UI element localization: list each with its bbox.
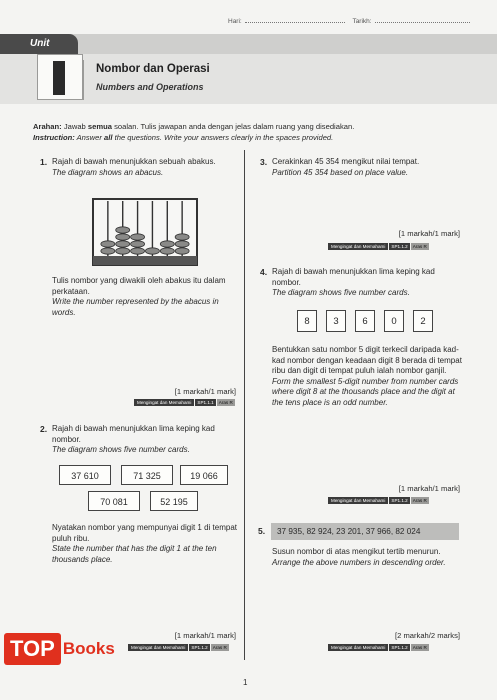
instr-ms-bold: semua: [87, 122, 112, 131]
question-1: [40, 157, 237, 178]
question-2-task: [52, 523, 237, 565]
tag-level: Aras R: [412, 498, 427, 503]
question-number: 1.: [40, 157, 48, 167]
tag-level: Aras R: [218, 400, 233, 405]
question-text-ms: Susun nombor di atas mengikut tertib menurun.: [272, 547, 441, 556]
question-5-task: [272, 547, 462, 568]
abacus-bead: [116, 234, 130, 240]
column-divider: [244, 150, 245, 660]
abacus-bead: [101, 241, 115, 247]
question-number: 2.: [40, 424, 48, 434]
question-number: 5.: [258, 526, 266, 536]
question-number: 3.: [260, 157, 268, 167]
tag-skill: Mengingat dan Memahami: [134, 399, 194, 406]
page-number: 1: [243, 678, 248, 687]
number-card: 37 610: [59, 465, 111, 485]
marks-q2: [1 markah/1 mark]: [174, 631, 236, 640]
hari-label: Hari:: [228, 18, 242, 25]
abacus-bead: [175, 234, 189, 240]
date-line: [228, 18, 476, 25]
question-1-task: [52, 276, 237, 318]
instr-ms-post: soalan. Tulis jawapan anda dengan jelas dalam ruang yang disediakan.: [114, 122, 355, 131]
tag-level: Aras R: [412, 244, 427, 249]
tag-skill: Mengingat dan Memahami: [128, 644, 188, 651]
hari-field[interactable]: [245, 22, 345, 23]
abacus-bead: [175, 248, 189, 254]
unit-title-en: Numbers and Operations: [96, 82, 204, 92]
unit-tab: Unit: [0, 34, 78, 54]
abacus-bead: [160, 248, 174, 254]
tag-skill: Mengingat dan Memahami: [328, 497, 388, 504]
tag-level: Aras R: [212, 645, 227, 650]
abacus-frame: [93, 199, 197, 265]
digit-card: 0: [384, 310, 404, 332]
instr-en-bold: all: [104, 132, 113, 142]
skill-tag-q4: [328, 497, 429, 504]
question-text-en: Partition 45 354 based on place value.: [272, 167, 409, 177]
tag-level: Aras R: [412, 645, 427, 650]
question-text-en: The diagram shows an abacus.: [52, 167, 164, 177]
tag-standard: SP1.1.1: [197, 400, 214, 405]
unit-number-glyph: [53, 61, 65, 95]
digit-card: 6: [355, 310, 375, 332]
digit-card: 2: [413, 310, 433, 332]
abacus-bead: [131, 241, 145, 247]
question-text-ms: Nyatakan nombor yang mempunyai digit 1 di tempat puluh ribu.: [52, 523, 237, 543]
abacus-bead: [131, 234, 145, 240]
tag-standard: SP1.1.2: [391, 498, 408, 503]
question-text-ms: Tulis nombor yang diwakili oleh abakus itu dalam perkataan.: [52, 276, 226, 296]
question-text-en: State the number that has the digit 1 at the ten thousands place.: [52, 544, 217, 564]
question-text-en: Form the smallest 5-digit number from number cards where digit 8 at the thousands place and the digit at the tens place is an odd number.: [272, 376, 459, 407]
digit-card: 8: [297, 310, 317, 332]
skill-tag-q2: [128, 644, 229, 651]
unit-title-ms: Nombor dan Operasi: [96, 63, 210, 75]
skill-tag-q3: [328, 243, 429, 250]
number-card: 19 066: [180, 465, 228, 485]
question-text-ms: Rajah di bawah menunjukkan sebuah abakus.: [52, 157, 216, 166]
tarikh-label: Tarikh:: [352, 18, 372, 25]
marks-q1: [1 markah/1 mark]: [174, 387, 236, 396]
question-number: 4.: [260, 267, 268, 277]
tag-standard: SP1.1.2: [391, 244, 408, 249]
instr-en-label: Instruction:: [33, 132, 75, 142]
question-2: [40, 424, 237, 456]
instr-ms-label: Arahan:: [33, 122, 62, 131]
abacus-bead: [116, 241, 130, 247]
number-card: 52 195: [150, 491, 198, 511]
abacus-bead: [116, 248, 130, 254]
digit-card: 3: [326, 310, 346, 332]
instr-ms-pre: Jawab: [63, 122, 86, 131]
number-card: 71 325: [121, 465, 173, 485]
abacus-bead: [175, 241, 189, 247]
instr-en-post: the questions. Write your answers clearly in the spaces provided.: [114, 132, 334, 142]
marks-q4: [1 markah/1 mark]: [398, 484, 460, 493]
tag-skill: Mengingat dan Memahami: [328, 644, 388, 651]
instructions: [33, 122, 473, 143]
abacus-bead: [160, 241, 174, 247]
tag-standard: SP1.1.2: [191, 645, 208, 650]
skill-tag-q5: [328, 644, 429, 651]
abacus-bead: [131, 248, 145, 254]
question-text-en: The diagram shows five number cards.: [52, 445, 190, 454]
marks-q5: [2 markah/2 marks]: [395, 631, 460, 640]
abacus-base: [93, 256, 197, 265]
question-text-en: The diagram shows five number cards.: [272, 288, 410, 297]
marks-q3: [1 markah/1 mark]: [398, 229, 460, 238]
number-card: 70 081: [88, 491, 140, 511]
abacus-diagram: [92, 198, 198, 266]
tag-standard: SP1.1.2: [391, 645, 408, 650]
question-text-en: Arrange the above numbers in descending order.: [272, 557, 446, 567]
question-4-task: [272, 345, 462, 408]
question-text-ms: Bentukkan satu nombor 5 digit terkecil daripada kad-kad nombor dengan keadaan digit 8 berada di tempat ribu dan digit di tempat puluh ialah nombor ganjil.: [272, 345, 462, 375]
question-text-ms: Cerakinkan 45 354 mengikut nilai tempat.: [272, 157, 420, 166]
abacus-bead: [101, 248, 115, 254]
unit-number-box: [37, 54, 83, 100]
tarikh-field[interactable]: [375, 22, 470, 23]
abacus-bead: [116, 227, 130, 233]
question-3: [260, 157, 462, 178]
question-text-ms: Rajah di bawah menunjukkan lima keping kad nombor.: [52, 424, 215, 444]
logo-books-text: Books: [62, 639, 115, 658]
number-sequence: 37 935, 82 924, 23 201, 37 966, 82 024: [271, 523, 459, 540]
topbooks-logo: [4, 633, 115, 671]
instr-en-pre: Answer: [76, 132, 102, 142]
tag-skill: Mengingat dan Memahami: [328, 243, 388, 250]
abacus-bead: [145, 248, 159, 254]
logo-top-text: TOP: [4, 633, 61, 665]
question-text-ms: Rajah di bawah menunjukkan lima keping kad nombor.: [272, 267, 435, 287]
skill-tag-q1: [134, 399, 235, 406]
question-text-en: Write the number represented by the abacus in words.: [52, 297, 219, 317]
question-4: [260, 267, 462, 299]
